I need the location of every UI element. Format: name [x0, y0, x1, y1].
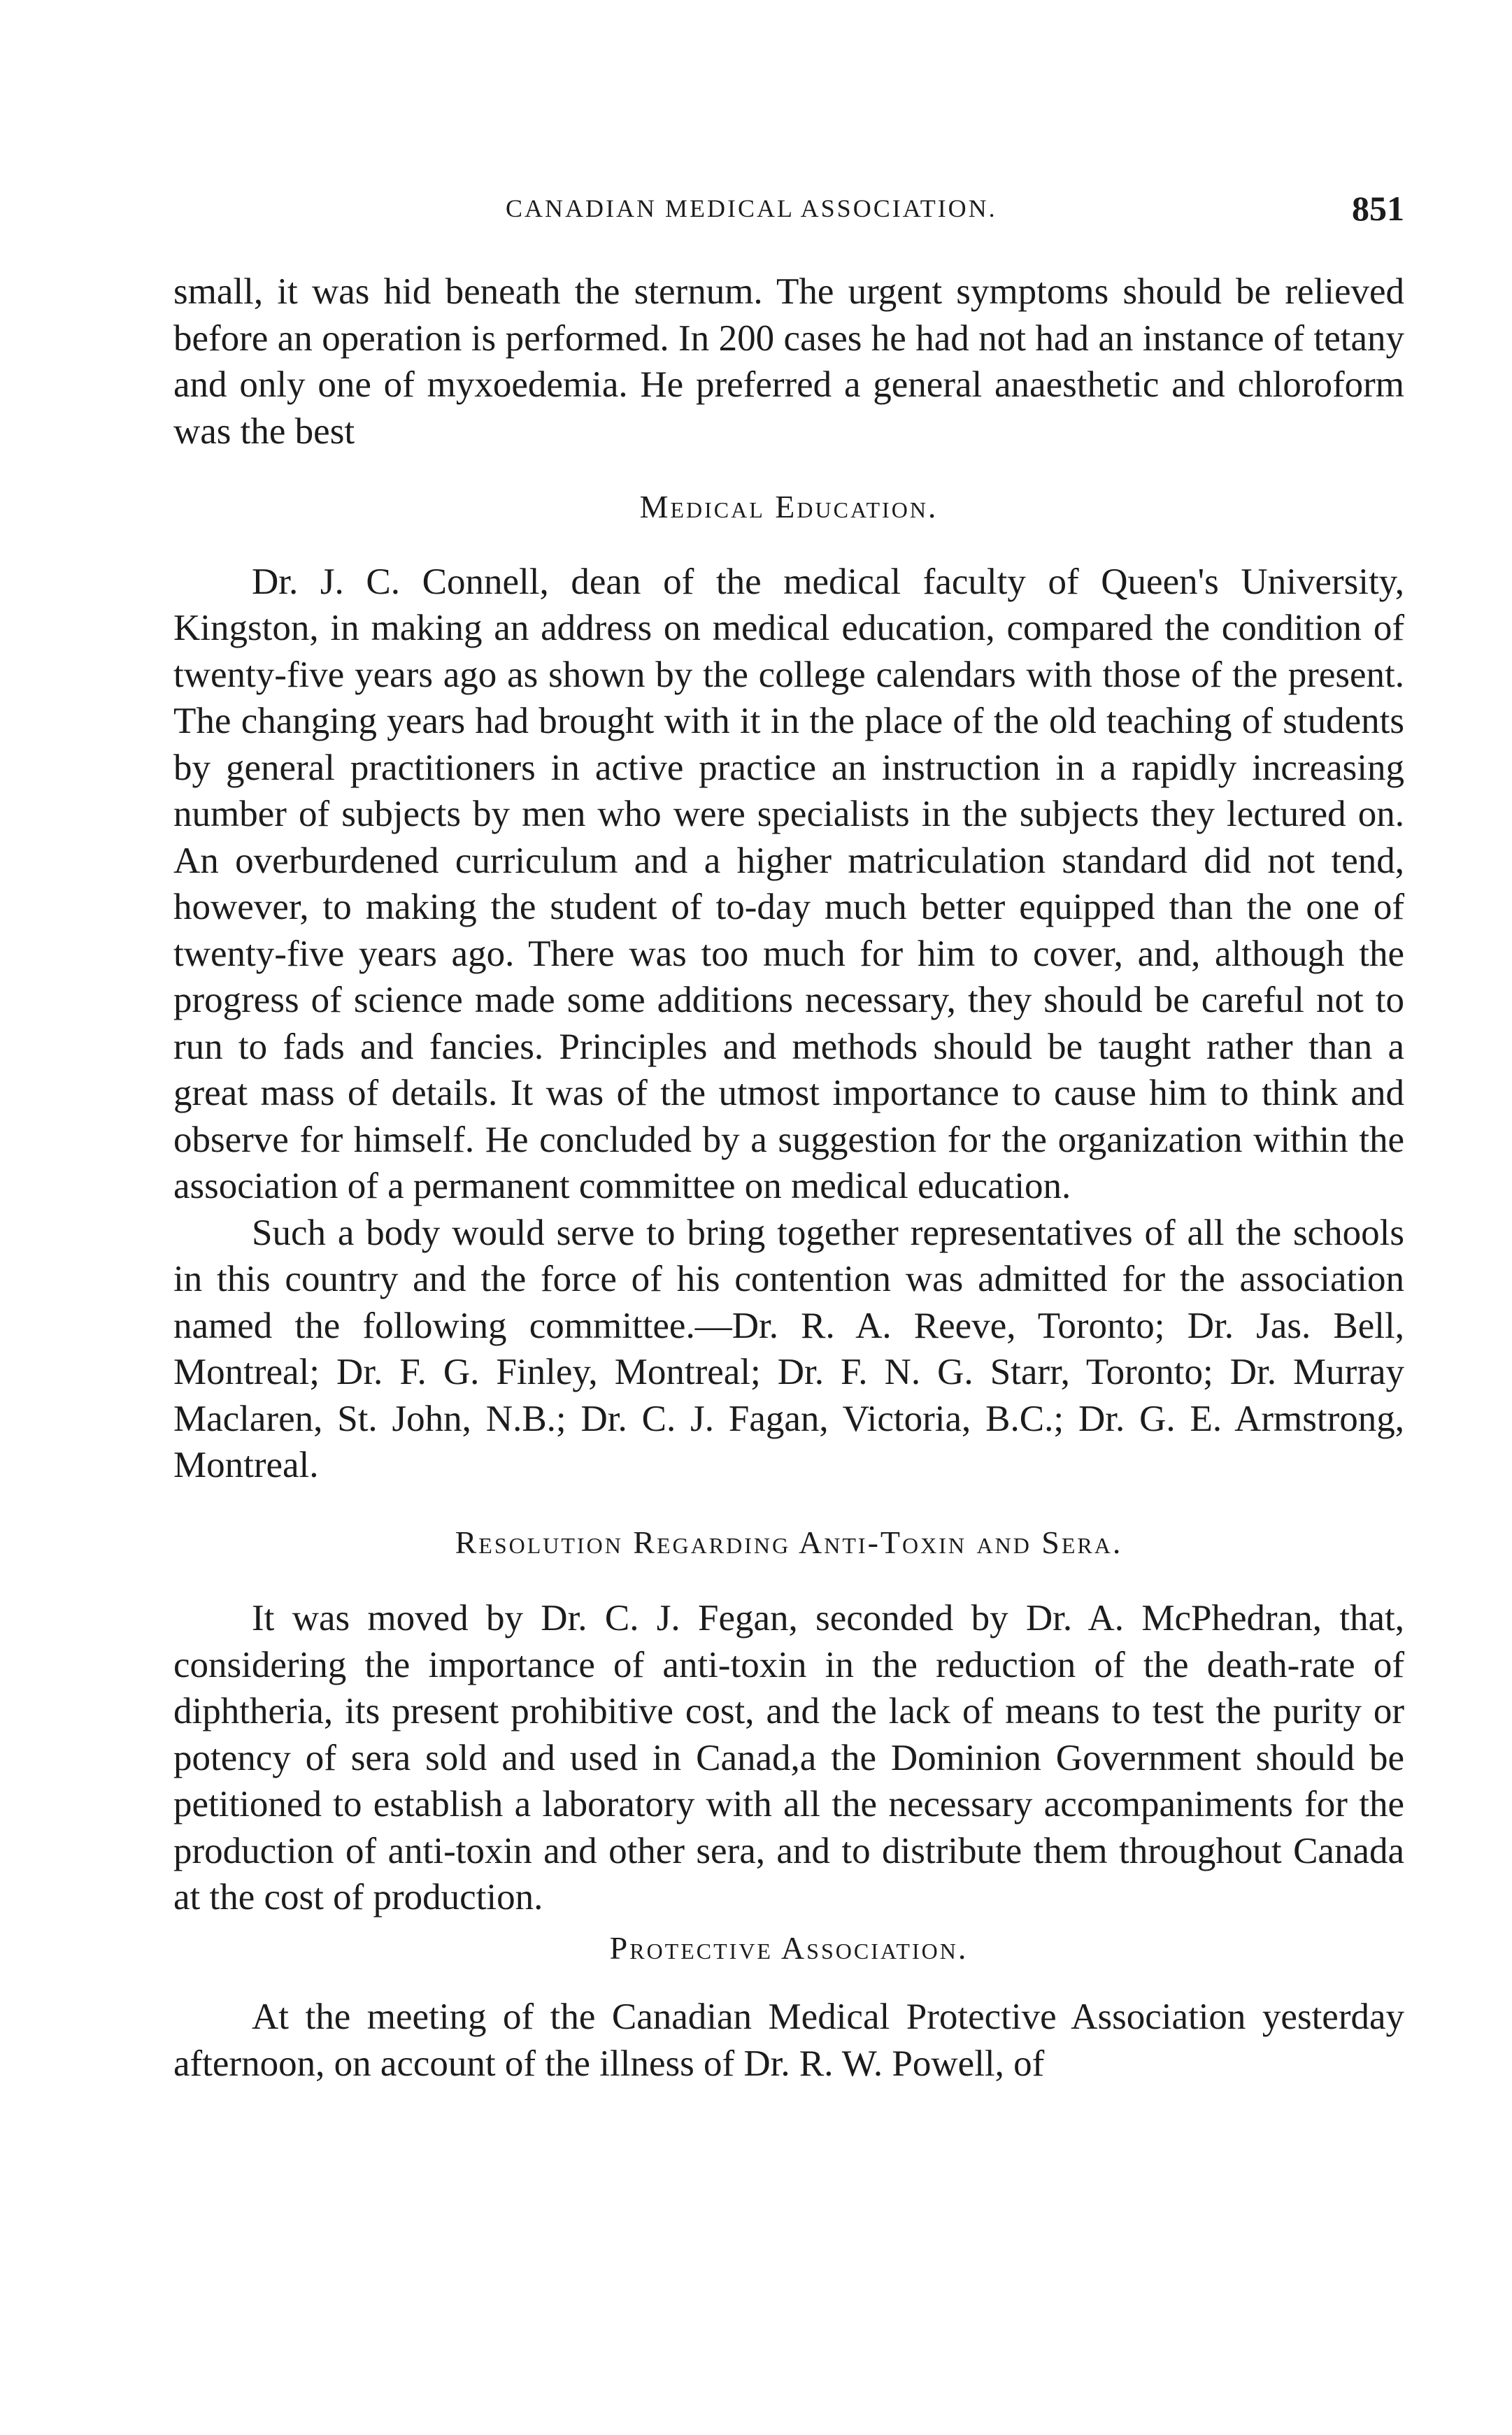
paragraph-medical-education-1: Dr. J. C. Connell, dean of the medical faculty of Queen's University, Kingston, in making an address on medical education, compared the condition of twenty-five years ago as shown by the college calendars with those of the present. The changing years had brought with it in the place of the old teaching of students by general practitioners in active practice an instruction in a rapidly increasing number of subjects by men who were specialists in the subjects they lectured on. An overburdened curriculum and a higher matriculation standard did not tend, however, to making the student of to-day much better equipped than the one of twenty-five years ago. There was too much for him to cover, and, although the progress of science made some additions necessary, they should be careful not to run to fads and fancies. Principles and methods should be taught rather than a great mass of details. It was of the utmost importance to cause him to think and observe for himself. He concluded by a suggestion for the organization within the association of a permanent committee on medical education. — [173, 561, 1404, 1206]
paragraph-protective-association: At the meeting of the Canadian Medical Protective Association yesterday afternoon, on account of the illness of Dr. R. W. Powell, of — [173, 1997, 1404, 2084]
paragraph-intro: small, it was hid beneath the sternum. The urgent symptoms should be relieved before an operation is performed. In 200 cases he had not had an instance of tetany and only one of myxoedemia. He preferred a general anaesthetic and chloroform was the best — [173, 271, 1404, 452]
running-title: CANADIAN MEDICAL ASSOCIATION. — [506, 194, 997, 222]
heading-resolution-anti-toxin: Resolution Regarding Anti-Toxin and Sera. — [455, 1524, 1123, 1560]
paragraph-resolution: It was moved by Dr. C. J. Fegan, seconded by Dr. A. McPhedran, that, considering the importance of anti-toxin in the reduction of the death-rate of diphtheria, its present prohibitive cost, and the lack of means to test the purity or potency of sera sold and used in Canad,a the Dominion Government should be petitioned to establish a laboratory with all the necessary accompaniments for the production of anti-toxin and other sera, and to distribute them throughout Canada at the cost of production. — [173, 1598, 1404, 1918]
running-header — [173, 187, 1404, 229]
paragraph-medical-education-2: Such a body would serve to bring together representatives of all the schools in this country and the force of his contention was admitted for the association named the following committee.—Dr. R. A. Reeve, Toronto; Dr. Jas. Bell, Montreal; Dr. F. G. Finley, Montreal; Dr. F. N. G. Starr, Toronto; Dr. Murray Maclaren, St. John, N.B.; Dr. C. J. Fagan, Victoria, B.C.; Dr. G. E. Armstrong, Montreal. — [173, 1212, 1404, 1485]
body-text — [173, 269, 1404, 2087]
heading-protective-association: Protective Association. — [609, 1929, 969, 1966]
heading-medical-education: Medical Education. — [639, 489, 939, 524]
page-number: 851 — [1352, 189, 1404, 228]
